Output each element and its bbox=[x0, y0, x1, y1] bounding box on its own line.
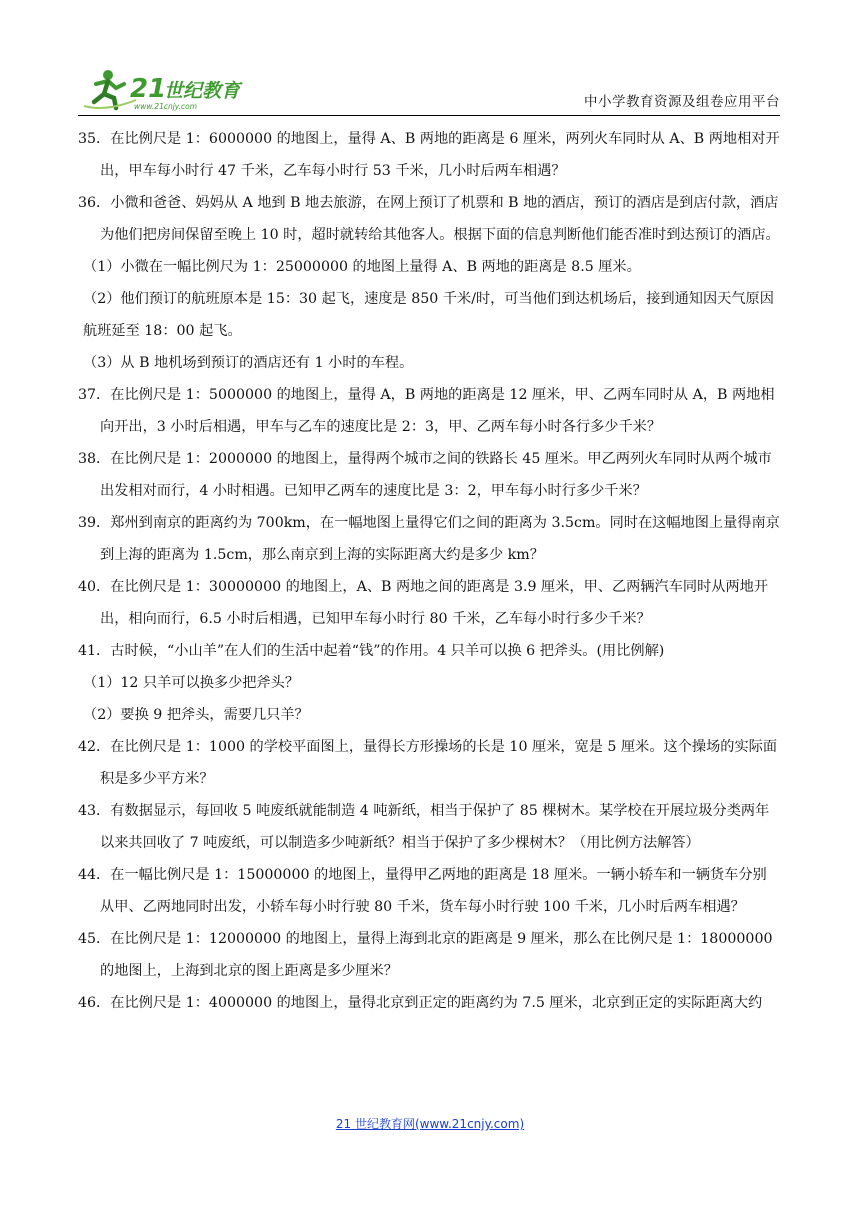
question-item bbox=[78, 443, 780, 507]
question-item bbox=[78, 923, 780, 987]
page-header bbox=[78, 62, 780, 114]
question-text: 在一幅比例尺是 1：15000000 的地图上，量得甲乙两地的距离是 18 厘米。一辆小轿车和一辆货车分别从甲、乙两地同时出发，小轿车每小时行驶 80 千米，货车每小时行驶 100 千米，几小时后两车相遇？ bbox=[100, 867, 767, 915]
question-number: 39． bbox=[78, 515, 111, 531]
question-item bbox=[78, 123, 780, 187]
question-text: 在比例尺是 1：12000000 的地图上，量得上海到北京的距离是 9 厘米，那么在比例尺是 1：18000000 的地图上，上海到北京的图上距离是多少厘米？ bbox=[100, 931, 773, 979]
question-text: 在比例尺是 1：2000000 的地图上，量得两个城市之间的铁路长 45 厘米。甲乙两列火车同时从两个城市出发相对而行，4 小时相遇。已知甲乙两车的速度比是 3：2，甲车每小时行多少千米？ bbox=[100, 451, 772, 499]
logo bbox=[78, 62, 278, 114]
question-number: 41． bbox=[78, 643, 111, 659]
question-text: 在比例尺是 1：4000000 的地图上，量得北京到正定的距离约为 7.5 厘米，北京到正定的实际距离大约 bbox=[110, 995, 763, 1011]
question-number: 42． bbox=[78, 739, 111, 755]
svg-text:21: 21 bbox=[130, 74, 167, 104]
question-item bbox=[78, 731, 780, 795]
question-number: 40． bbox=[78, 579, 111, 595]
question-item bbox=[78, 795, 780, 859]
question-text: 有数据显示，每回收 5 吨废纸就能制造 4 吨新纸，相当于保护了 85 棵树木。某学校在开展垃圾分类两年以来共回收了 7 吨废纸，可以制造多少吨新纸？相当于保护了多少棵树木？（用比例方法解答） bbox=[100, 803, 770, 851]
question-list bbox=[78, 123, 780, 1019]
question-item bbox=[78, 187, 780, 251]
question-number: 43． bbox=[78, 803, 111, 819]
question-number: 36． bbox=[78, 195, 111, 211]
question-number: 35． bbox=[78, 131, 111, 147]
question-item bbox=[78, 987, 780, 1019]
question-item bbox=[78, 635, 780, 667]
question-text: 在比例尺是 1：1000 的学校平面图上，量得长方形操场的长是 10 厘米，宽是 5 厘米。这个操场的实际面积是多少平方米？ bbox=[100, 739, 778, 787]
question-text: 在比例尺是 1：30000000 的地图上，A、B 两地之间的距离是 3.9 厘米，甲、乙两辆汽车同时从两地开出，相向而行，6.5 小时后相遇，已知甲车每小时行 80 千米，乙车每小时行多少千米？ bbox=[100, 579, 769, 627]
question-item bbox=[78, 859, 780, 923]
page-footer bbox=[0, 1113, 860, 1132]
question-number: 46． bbox=[78, 995, 111, 1011]
question-number: 44． bbox=[78, 867, 111, 883]
question-text: 在比例尺是 1：6000000 的地图上，量得 A、B 两地的距离是 6 厘米，两列火车同时从 A、B 两地相对开出，甲车每小时行 47 千米，乙车每小时行 53 千米，几小时后两车相遇？ bbox=[100, 131, 780, 179]
question-text: 郑州到南京的距离约为 700km，在一幅地图上量得它们之间的距离为 3.5cm。同时在这幅地图上量得南京到上海的距离为 1.5cm，那么南京到上海的实际距离大约是多少 km？ bbox=[100, 515, 780, 563]
sub-question: （2）要换 9 把斧头，需要几只羊？ bbox=[83, 707, 309, 723]
question-text: 在比例尺是 1：5000000 的地图上，量得 A，B 两地的距离是 12 厘米，甲、乙两车同时从 A，B 两地相向开出，3 小时后相遇，甲车与乙车的速度比是 2：3，甲、乙两车每小时各行多少千米？ bbox=[100, 387, 775, 435]
question-item bbox=[78, 379, 780, 443]
sub-question: （3）从 B 地机场到预订的酒店还有 1 小时的车程。 bbox=[83, 355, 414, 371]
svg-text:世纪教育: 世纪教育 bbox=[164, 80, 241, 102]
question-text: 古时候，“小山羊”在人们的生活中起着“钱”的作用。4 只羊可以换 6 把斧头。(用比例解) bbox=[110, 643, 665, 659]
sub-question: （1）小微在一幅比例尺为 1：25000000 的地图上量得 A、B 两地的距离是 8.5 厘米。 bbox=[83, 259, 641, 275]
sub-question: （1）12 只羊可以换多少把斧头？ bbox=[83, 675, 300, 691]
runner-logo-icon bbox=[78, 62, 278, 114]
question-number: 45． bbox=[78, 931, 111, 947]
question-number: 37． bbox=[78, 387, 111, 403]
question-number: 38． bbox=[78, 451, 111, 467]
question-item bbox=[78, 571, 780, 635]
sub-question: （2）他们预订的航班原本是 15：30 起飞，速度是 850 千米/时，可当他们到达机场后，接到通知因天气原因航班延至 18：00 起飞。 bbox=[83, 291, 774, 339]
question-text: 小微和爸爸、妈妈从 A 地到 B 地去旅游，在网上预订了机票和 B 地的酒店，预订的酒店是到店付款，酒店为他们把房间保留至晚上 10 时，超时就转给其他客人。根据下面的信息判断他们能否准时到达预订的酒店。 bbox=[100, 195, 780, 243]
header-divider bbox=[78, 115, 780, 116]
svg-text:www.21cnjy.com: www.21cnjy.com bbox=[134, 102, 198, 111]
platform-title: 中小学教育资源及组卷应用平台 bbox=[584, 94, 780, 110]
footer-link[interactable]: 21 世纪教育网(www.21cnjy.com) bbox=[335, 1117, 525, 1131]
question-item bbox=[78, 507, 780, 571]
